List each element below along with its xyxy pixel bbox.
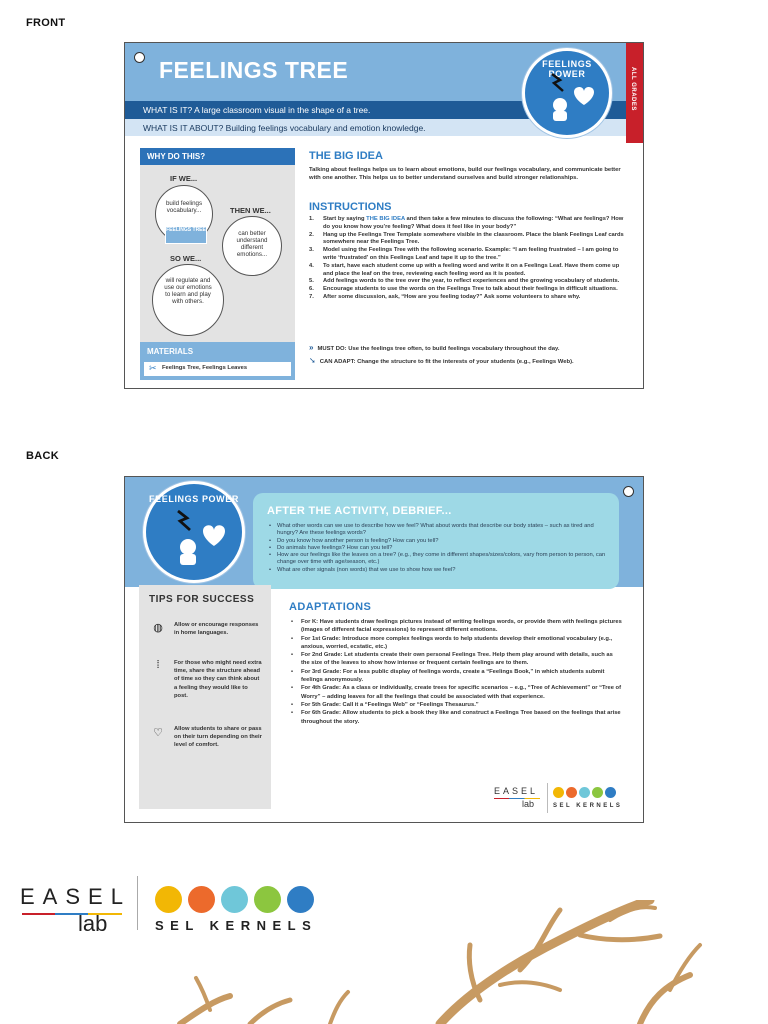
instructions-list [309,216,629,302]
must-do-text: MUST DO: Use the feelings tree often, to build feelings vocabulary throughout the day. [317,346,560,352]
step-text: Encourage students to use the words on the Feelings Tree to talk about their feelings in difficult situations. [323,286,618,293]
instruction-step: 5. Add feelings words to the tree over the year, to reflect experiences and the growing vocabulary of students. [309,278,620,285]
globe-icon: ◍ [153,622,163,634]
adaptations-heading: ADAPTATIONS [289,601,372,613]
adaptation-item: • For 2nd Grade: Let students create their own personal Feelings Tree. Help them play around with details, such as the size of the leaves to show how intense or frequent certain feelings are to them. [289,651,623,668]
adaptation-item: • For 3rd Grade: For a less public display of feelings words, create a “Feelings Book,” in which students submit feelings anonymously. [289,668,623,685]
can-adapt-text: CAN ADAPT: Change the structure to fit the interests of your students (e.g., Feelings Web). [319,359,574,365]
debrief-question: • Do you know how another person is feeling? How can you tell? [267,538,607,545]
so-we-text: will regulate and use our emotions to learn and play with others. [164,277,212,305]
badge-text: FEELINGS POWER [542,59,592,79]
debrief-question: • What are other signals (non words) that we use to show how we feel? [267,567,607,574]
debrief-question: • What other words can we use to describe how we feel? What about words that describe our body states – such as tired and hungry? Are these feelings words? [267,523,607,538]
back-label: BACK [26,450,59,462]
feelings-tree-tag [165,226,207,244]
must-do [309,343,560,352]
then-we-text: can better understand different emotions... [236,230,268,258]
tips-heading: TIPS FOR SUCCESS [149,594,255,605]
debrief-questions [267,523,607,574]
big-idea-text: Talking about feelings helps us to learn about emotions, build our feelings vocabulary, and communicate better with one another. This helps us to better understand ourselves and build stronger relationships. [309,167,621,182]
debrief-question: • How are our feelings like the leaves on a tree? (e.g., they come in different shapes/sizes/colors, vary from person to person, can change over time with age/season, etc.) [267,552,607,567]
big-idea-heading: THE BIG IDEA [309,150,383,162]
adaptation-item: • For 1st Grade: Introduce more complex feelings words to help students develop their emotional vocabulary (e.g., anxious, worried, ecstatic, etc.) [289,635,623,652]
feelings-figure-icon [143,481,239,577]
activity-title: FEELINGS TREE [159,57,349,83]
why-do-this-panel [140,148,295,380]
kernel-dot-icon [553,787,564,798]
front-card [124,42,644,389]
then-we-circle [222,216,282,276]
step-text: To start, have each student come up with a feeling word and write it on a Feelings Leaf. Have them come up and place the leaf on the tree, reviewing each feeling word as it is posted. [323,262,620,277]
what-about-text: WHAT IS IT ABOUT? Building feelings vocabulary and emotion knowledge. [143,123,426,133]
adaptation-item: • For 6th Grade: Allow students to pick a book they like and construct a Feelings Tree based on the feelings that arise throughout the story. [289,709,623,726]
step-text: and then take a few minutes to discuss the following: “What are feelings? How do you know how you’re feeling? What does it feel like in your body?” [323,216,624,230]
tips-panel [139,585,271,809]
adaptation-item: • For K: Have students draw feelings pictures instead of writing feelings words, or provide them with feelings pictures (images of different facial expressions) to represent different emotions. [289,618,623,635]
lab-wordmark: lab [78,911,108,936]
scissors-icon: ✂ [149,363,157,373]
if-we-text: build feelings vocabulary... [165,200,203,214]
step-text: Add feelings words to the tree over the year, to reflect experiences and the growing vocabulary of students. [323,278,620,285]
tree-branches-illustration [0,900,768,1024]
punch-hole [623,486,634,497]
feelings-figure-icon [522,48,606,132]
materials-box [144,362,291,376]
instruction-step: 7. After some discussion, ask, “How are you feeling today?” Ask some volunteers to share why. [309,293,581,300]
sel-kernels-wordmark: SEL KERNELS [155,918,318,933]
feelings-power-badge [143,481,245,583]
if-we-label: IF WE... [170,174,198,183]
kernel-dot-icon [605,787,616,798]
so-we-label: SO WE... [170,254,202,263]
feelings-power-badge [522,48,612,138]
instructions-heading: INSTRUCTIONS [309,201,392,213]
debrief-heading: AFTER THE ACTIVITY, DEBRIEF... [267,505,452,517]
heart-icon: ♡ [153,727,163,739]
step-text: After some discussion, ask, “How are you feeling today?” Ask some volunteers to share why. [323,293,581,300]
kernel-dot-icon [566,787,577,798]
step-text: Model using the Feelings Tree with the following scenario. Example: “I am feeling frustrated – I am going to write ‘frustrated’ on this Feelings Leaf and tape it up to the tree.” [323,247,619,261]
sel-kernels-wordmark: SEL KERNELS [553,803,623,809]
front-label: FRONT [26,17,66,29]
tip-item: For those who might need extra time, share the structure ahead of time so they can think about a feeling they would like to post. [174,660,262,699]
instruction-step: 6. Encourage students to use the words on the Feelings Tree to talk about their feelings in difficult situations. [309,286,618,293]
feelings-tree-tag-text: FEELINGS TREE [166,227,206,233]
kernel-dot-icon [592,787,603,798]
then-we-label: THEN WE... [230,206,271,215]
lab-wordmark: lab [522,799,535,809]
easel-wordmark: EASEL [20,884,131,909]
logo-divider [547,783,548,813]
tip-item: Allow students to share or pass on their turn depending on their level of comfort. [174,726,262,749]
step-text: Start by saying [323,216,367,222]
instruction-step: 1. Start by saying THE BIG IDEA and then take a few minutes to discuss the following: “What are feelings? How do you know how you’re feeling? What does it feel like in your body?” [309,216,624,230]
materials-section [140,342,295,380]
grades-tab [626,43,643,143]
debrief-question: • Do animals have feelings? How can you tell? [267,545,607,552]
tip-item: Allow or encourage responses in home languages. [174,622,259,637]
badge-text: FEELINGS POWER [149,494,239,504]
adapt-arrow-icon: ➘ [309,356,316,365]
grades-text: ALL GRADES [630,67,636,111]
can-adapt [309,356,574,365]
instruction-step: 3. Model using the Feelings Tree with the following scenario. Example: “I am feeling frustrated – I am going to write ‘frustrated’ on this Feelings Leaf and tape it up to the tree.” [309,247,619,261]
chevron-right-icon: » [309,343,314,352]
step-text: Hang up the Feelings Tree Template somewhere visible in the classroom. Place the blank Feelings Leaf cards somewhere near the Feelings Tree. [323,231,624,246]
instruction-step: 4. To start, have each student come up with a feeling word and write it on a Feelings Leaf. Have them come up and place the leaf on the tree, reviewing each feeling word as it is posted. [309,262,620,277]
easel-wordmark: EASEL [494,786,539,796]
adaptation-item: • For 5th Grade: Call it a “Feelings Web” or “Feelings Thesaurus.” [289,701,623,709]
so-we-circle [152,264,224,336]
materials-text: Feelings Tree, Feelings Leaves [162,365,248,371]
adaptation-item: • For 4th Grade: As a class or individually, create trees for specific scenarios – e.g., “Tree of Achievement” or “Tree of Worry” – adding leaves for all the feelings that could be associated with that experience. [289,684,623,701]
kernel-dot-icon [579,787,590,798]
back-card [124,476,644,823]
big-idea-ref: THE BIG IDEA [366,216,405,222]
what-is-it-text: WHAT IS IT? A large classroom visual in the shape of a tree. [143,105,371,115]
materials-heading: MATERIALS [147,347,194,356]
card-logo [494,783,624,815]
punch-hole [134,52,145,63]
why-heading: WHY DO THIS? [147,152,206,161]
instruction-step: 2. Hang up the Feelings Tree Template somewhere visible in the classroom. Place the blank Feelings Leaf cards somewhere near the Feelings Tree. [309,231,624,246]
footprints-icon: ⁞ [156,659,160,671]
adaptations-list [289,618,623,726]
